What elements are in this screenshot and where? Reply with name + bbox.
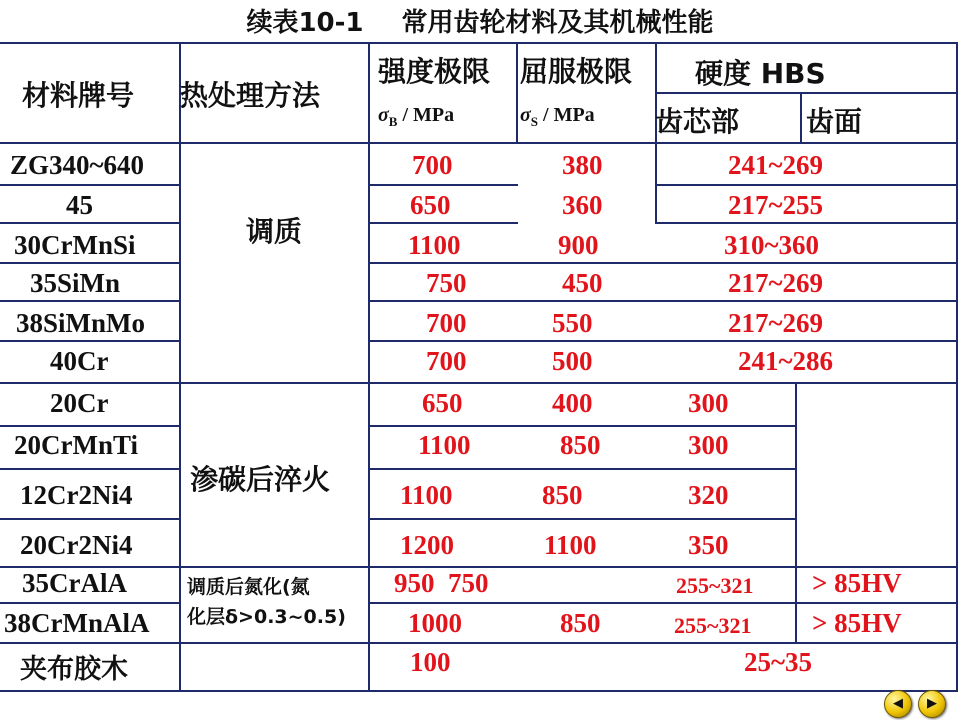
row-sep	[368, 300, 958, 302]
material-cell: 20Cr	[50, 388, 109, 418]
row-sep	[0, 642, 958, 644]
subscript-b: B	[388, 114, 398, 129]
yield-cell: 900	[558, 230, 599, 260]
material-cell: 12Cr2Ni4	[20, 480, 133, 510]
row-sep	[368, 340, 958, 342]
row-sep	[0, 340, 180, 342]
surface-cell: > 85HV	[812, 568, 902, 598]
row-sep	[368, 425, 796, 427]
yield-cell: 450	[562, 268, 603, 298]
row-sep	[368, 602, 958, 604]
yield-cell: 1100	[544, 530, 597, 560]
row-sep	[368, 468, 796, 470]
hardness-cell: 241~269	[728, 150, 824, 180]
header-surface: 齿面	[806, 105, 863, 138]
strength-cell: 1100	[408, 230, 461, 260]
material-cell: 20CrMnTi	[14, 430, 139, 460]
hardness-subheader-line	[655, 92, 958, 94]
row-sep	[0, 262, 180, 264]
subscript-s: S	[530, 114, 539, 129]
header-hardness: 硬度 HBS	[695, 57, 826, 90]
col-divider-3	[516, 42, 518, 142]
yield-cell: 850	[560, 608, 601, 638]
surface-cell: > 85HV	[812, 608, 902, 638]
material-cell: 40Cr	[50, 346, 109, 376]
yield-cell: 360	[562, 190, 603, 220]
core-cell: 300	[688, 430, 729, 460]
header-strength: 强度极限	[378, 55, 491, 88]
heat-group-quench-temper: 调质	[246, 215, 303, 248]
table-caption: 常用齿轮材料及其机械性能	[401, 8, 714, 38]
row-sep	[0, 468, 180, 470]
yield-cell: 850	[542, 480, 583, 510]
strength-cell: 1200	[400, 530, 454, 560]
header-divider	[0, 142, 958, 144]
next-page-button[interactable]	[918, 690, 946, 718]
sigma-symbol: σ	[378, 104, 389, 126]
strength-cell: 1100	[400, 480, 453, 510]
row-sep	[655, 222, 958, 224]
col-divider-1	[179, 42, 181, 690]
strength-cell: 650	[410, 190, 451, 220]
strength-cell: 1100	[418, 430, 471, 460]
hardness-cell: 241~286	[738, 346, 834, 376]
material-cell: 35CrAlA	[22, 568, 127, 598]
prev-page-button[interactable]	[884, 690, 912, 718]
hardness-cell: 217~269	[728, 308, 824, 338]
table-number: 续表10-1	[246, 8, 364, 38]
next-arrow-icon: ▶	[927, 696, 937, 711]
yield-cell: 380	[562, 150, 603, 180]
row-sep	[0, 518, 180, 520]
yield-cell: 850	[560, 430, 601, 460]
header-yield-unit	[520, 104, 595, 130]
heat-group-nitride-2: 化层δ>0.3~0.5)	[187, 606, 346, 628]
row-sep	[368, 222, 518, 224]
heat-group-nitride-1: 调质后氮化(氮	[187, 576, 310, 598]
header-core: 齿芯部	[655, 105, 740, 138]
strength-cell: 1000	[408, 608, 462, 638]
material-cell: 38SiMnMo	[16, 308, 146, 338]
row-sep	[0, 300, 180, 302]
unit-label: / MPa	[538, 104, 595, 126]
row-sep	[368, 262, 958, 264]
hardness-cell: 217~269	[728, 268, 824, 298]
sigma-symbol: σ	[520, 104, 531, 126]
yield-cell: 400	[552, 388, 593, 418]
header-strength-unit	[378, 104, 454, 130]
row-sep	[368, 184, 518, 186]
col-divider-2	[368, 42, 370, 690]
strength-cell: 650	[422, 388, 463, 418]
yield-cell: 550	[552, 308, 593, 338]
table-bottom-border	[0, 690, 958, 692]
row-sep	[0, 602, 180, 604]
core-cell: 320	[688, 480, 729, 510]
page-title	[0, 2, 960, 39]
row-sep	[0, 382, 958, 384]
material-cell: 35SiMn	[30, 268, 121, 298]
header-heat-treatment: 热处理方法	[180, 79, 321, 112]
row-sep	[0, 184, 180, 186]
strength-cell: 700	[412, 150, 453, 180]
hardness-cell: 217~255	[728, 190, 824, 220]
material-cell: ZG340~640	[10, 150, 145, 180]
header-yield: 屈服极限	[520, 55, 633, 88]
strength-cell: 750	[426, 268, 467, 298]
unit-label: / MPa	[397, 104, 455, 126]
core-cell: 255~321	[676, 573, 754, 598]
table-right-border	[956, 42, 958, 690]
core-cell: 350	[688, 530, 729, 560]
strength-cell: 950 750	[394, 568, 489, 598]
row-sep	[0, 222, 180, 224]
table-top-border	[0, 42, 958, 44]
core-cell: 300	[688, 388, 729, 418]
material-cell: 45	[66, 190, 93, 220]
strength-cell: 100	[410, 647, 451, 677]
row-sep	[0, 425, 180, 427]
header-material: 材料牌号	[22, 79, 135, 112]
row-sep	[655, 184, 958, 186]
hardness-cell: 310~360	[724, 230, 820, 260]
material-cell: 夹布胶木	[20, 654, 128, 685]
strength-cell: 700	[426, 308, 467, 338]
yield-cell: 500	[552, 346, 593, 376]
material-cell: 30CrMnSi	[14, 230, 136, 260]
strength-cell: 700	[426, 346, 467, 376]
heat-group-carburize: 渗碳后淬火	[190, 463, 331, 496]
row-sep	[368, 518, 796, 520]
hardness-cell: 25~35	[744, 647, 813, 677]
col-divider-5	[800, 92, 802, 142]
material-cell: 20Cr2Ni4	[20, 530, 133, 560]
core-cell: 255~321	[674, 613, 752, 638]
prev-arrow-icon: ◀	[893, 696, 903, 711]
material-cell: 38CrMnAlA	[4, 608, 150, 638]
